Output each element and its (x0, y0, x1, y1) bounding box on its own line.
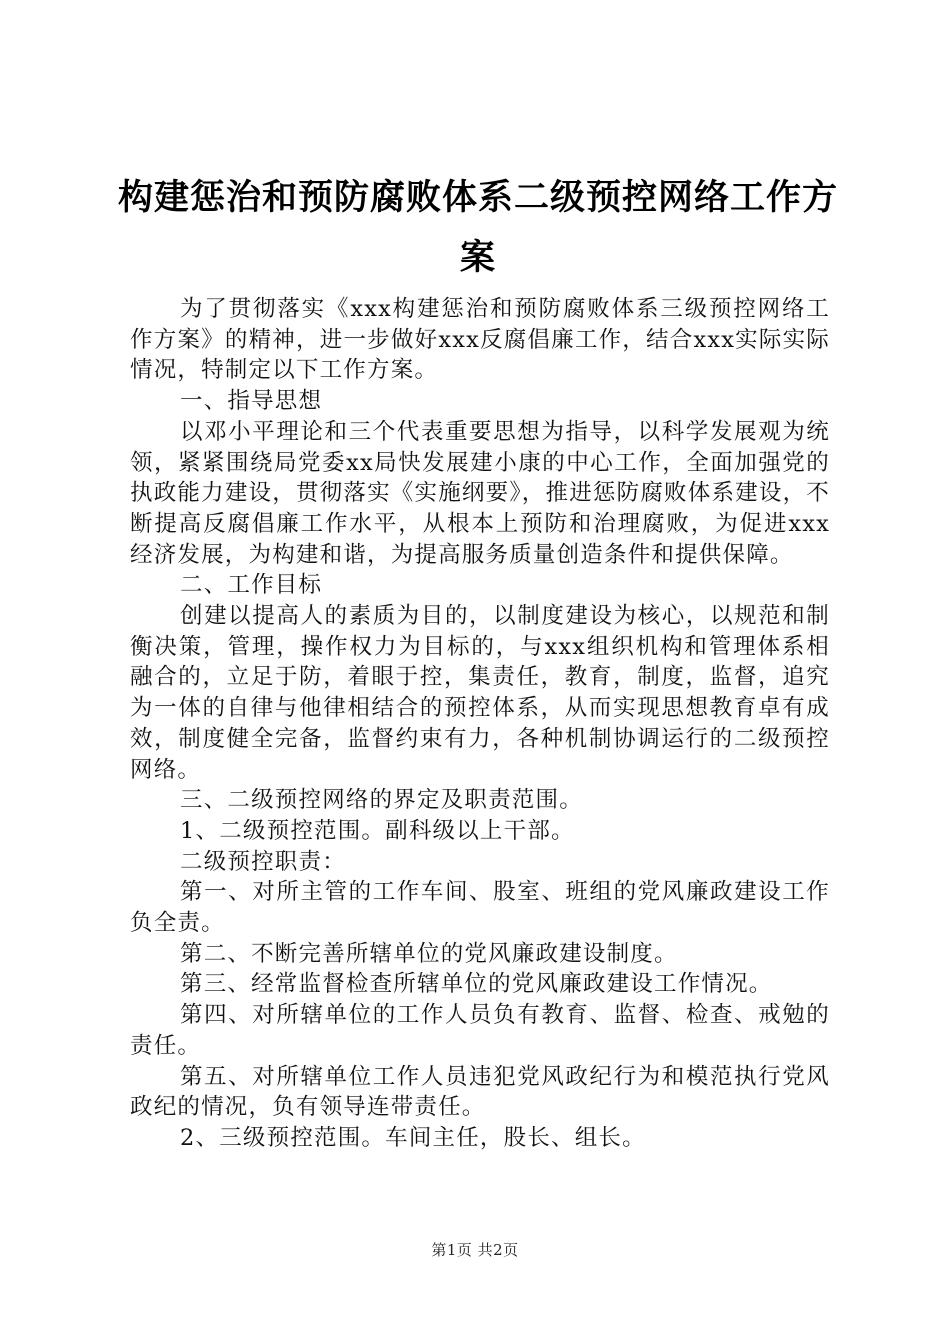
page-number-footer: 第1页 共2页 (431, 1241, 519, 1259)
paragraph-level3-scope: 2、三级预控范围。车间主任，股长、组长。 (180, 1124, 646, 1151)
paragraph-duty-3: 第三、经常监督检查所辖单位的党风廉政建设工作情况。 (180, 971, 773, 998)
section-heading-scope: 三、二级预控网络的界定及职责范围。 (180, 787, 583, 814)
section-heading-guiding-thought: 一、指导思想 (180, 388, 323, 415)
paragraph-work-goal: 创建以提高人的素质为目的，以制度建设为核心，以规范和制衡决策，管理，操作权力为目标的，与xxx组织机构和管理体系相融合的，立足于防，着眼于控，集责任，教育，制度，监督，追究为一体的自律与他律相结合的预控体系，从而实现思想教育卓有成效，制度健全完备，监督约束有力，各种机制协调运行的二级预控网络。 (130, 603, 830, 783)
document-title: 构建惩治和预防腐败体系二级预控网络工作方案 (118, 177, 839, 278)
paragraph-duty-1: 第一、对所主管的工作车间、股室、班组的党风廉政建设工作负全责。 (130, 879, 830, 937)
paragraph-guiding-thought: 以邓小平理论和三个代表重要思想为指导，以科学发展观为统领，紧紧围绕局党委xx局快发展建小康的中心工作，全面加强党的执政能力建设，贯彻落实《实施纲要》，推进惩防腐败体系建设，不断提高反腐倡廉工作水平，从根本上预防和治理腐败，为促进xxx经济发展，为构建和谐，为提高服务质量创造条件和提供保障。 (130, 418, 830, 568)
paragraph-duty-4: 第四、对所辖单位的工作人员负有教育、监督、检查、戒勉的责任。 (130, 1002, 830, 1059)
section-heading-work-goal: 二、工作目标 (180, 572, 323, 599)
paragraph-level2-scope: 1、二级预控范围。副科级以上干部。 (180, 817, 575, 844)
document-body (130, 294, 830, 1154)
paragraph-duty-2: 第二、不断完善所辖单位的党风廉政建设制度。 (180, 940, 678, 967)
paragraph-level2-duties-heading: 二级预控职责： (180, 848, 346, 875)
paragraph-duty-5: 第五、对所辖单位工作人员违犯党风政纪行为和模范执行党风政纪的情况，负有领导连带责任。 (130, 1063, 830, 1121)
paragraph-intro: 为了贯彻落实《xxx构建惩治和预防腐败体系三级预控网络工作方案》的精神，进一步做好xxx反腐倡廉工作，结合xxx实际实际情况，特制定以下工作方案。 (130, 296, 830, 384)
